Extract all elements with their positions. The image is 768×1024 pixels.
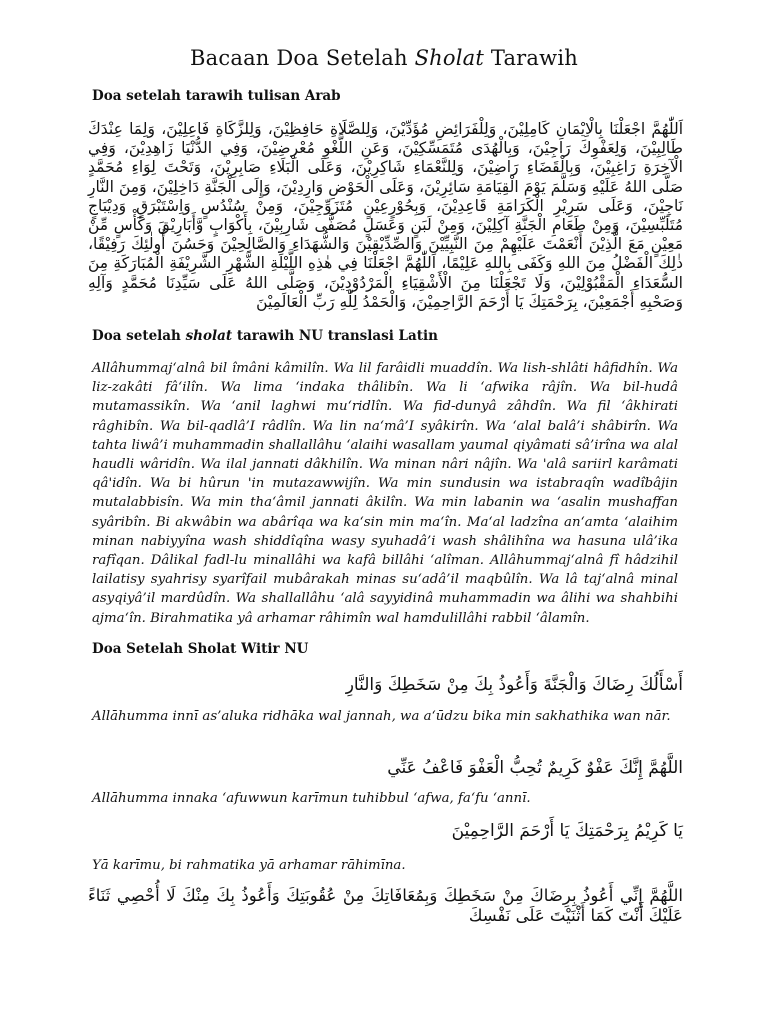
heading-latin-italic: sholat bbox=[185, 328, 233, 344]
heading-witir: Doa Setelah Sholat Witir NU bbox=[92, 641, 309, 657]
heading-latin-transliteration bbox=[92, 328, 438, 344]
page-title bbox=[0, 46, 768, 70]
witir-latin-2: Allāhumma innaka ‘afuwwun karīmun tuhibbul ‘afwa, fa‘fu ‘annī. bbox=[92, 791, 531, 806]
witir-arabic-4: اللَّهُمَّ إِنِّي أَعُوذُ بِرِضَاكَ مِنْ سَخَطِكَ وَبِمُعَافَاتِكَ مِنْ عُقُوبَتِكَ وَأَعُوذُ بِكَ مِنْكَ لَا أُحْصِي ثَنَاءً عَلَيْكَ أَنْتَ كَمَا أَثْنَيْتَ عَلَى نَفْسِكَ bbox=[88, 886, 683, 925]
title-suffix: Tarawih bbox=[484, 46, 578, 70]
heading-latin-suffix: tarawih NU translasi Latin bbox=[232, 328, 438, 344]
witir-arabic-1: أَسْأَلُكَ رِضَاكَ وَالْجَنَّةَ وَأَعُوذُ بِكَ مِنْ سَخَطِكَ وَالنَّارِ bbox=[345, 675, 683, 695]
heading-latin-prefix: Doa setelah bbox=[92, 328, 186, 344]
heading-arabic-text: Doa setelah tarawih tulisan Arab bbox=[92, 88, 341, 104]
latin-transliteration-paragraph: Allâhummaj‘alnâ bil îmâni kâmilîn. Wa lil farâidli muaddîn. Wa lish-shlâti hâfidhîn. Wa liz-zakâti fâ‘ilîn. Wa lima ‘indaka thâlibîn. Wa li ‘afwika râjîn. Wa bil-hudâ mutamassikîn. Wa ‘anil laghwi mu‘ridlîn. Wa fid-dunyâ zâhdîn. Wa fil ‘âkhirati râghibîn. Wa bil-qadlâ’I râdlîn. Wa lin na‘mâ’I syâkirîn. Wa ‘alal balâ’i shâbirîn. Wa tahta liwâ’i muhammadin shallallâhu ‘alaihi wasallam yaumal qiyâmati sâ’irîna wa alal haudli wâridîn. Wa ilal jannati dâkhilîn. Wa minan nâri nâjîn. Wa 'alâ sariirl karâmati qâ'idîn. Wa bi hûrun 'in mutazawwijîn. Wa min sundusin wa istabraqîn wadîbâjin mutalabbisîn. Wa min tha‘âmil jannati âkilîn. Wa min labanin wa ‘asalin mushaffan syâribîn. Bi akwâbin wa abârîqa wa ka‘sin min ma‘în. Ma‘al ladzîna an‘amta ‘alaihim minan nabiyyîna wash shiddîqîna wasy syuhadâ’i wash shâlihîna wa hasuna ulâ’ika rafîqan. Dâlikal fadl-lu minallâhi wa kafâ billâhi ‘alîman. Allâhummaj‘alnâ fî hâdzihil lailatisy syahrisy syarîfail mubârakah minas su‘adâ’il maqbûlîn. Wa lâ taj‘alnâ minal asyqiyâ’il mardûdîn. Wa shallallâhu ‘alâ sayyidinâ muhammadin wa âlihi wa shahbihi ajma‘în. Birahmatika yâ arhamar râhimîn wal hamdulillâhi rabbil ‘âlamîn. bbox=[92, 361, 678, 626]
witir-arabic-3: يَا كَرِيْمُ بِرَحْمَتِكَ يَا أَرْحَمَ الرَّاحِمِيْنَ bbox=[451, 821, 683, 841]
witir-latin-1: Allāhumma innī as’aluka ridhāka wal jannah, wa a‘ūdzu bika min sakhathika wan nār. bbox=[92, 709, 671, 724]
witir-latin-3: Yā karīmu, bi rahmatika yā arhamar rāhimīna. bbox=[92, 858, 406, 873]
title-prefix: Bacaan Doa Setelah bbox=[190, 46, 415, 70]
arabic-prayer-paragraph: اَللّٰهُمَّ اجْعَلْنَا بِالْاِيْمَانِ كَامِلِيْنَ، وَلِلْفَرَائِضِ مُؤَدِّيْنَ، وَلِلصَّلَاةِ حَافِظِيْنَ، وَلِلزَّكَاةِ فَاعِلِيْنَ، وَلِمَا عِنْدَكَ طَالِبِيْنَ، وَلِعَفْوِكَ رَاجِيْنَ، وَبِالْهُدَى مُتَمَسِّكِيْنَ، وَعَنِ اللَّغْوِ مُعْرِضِيْنَ، وَفِي الدُّنْيَا زَاهِدِيْنَ، وَفِي الْآخِرَةِ رَاغِبِيْنَ، وَبِالْقَضَاءِ رَاضِيْنَ، وَلِلنَّعْمَاءِ شَاكِرِيْنَ، وَعَلَى الْبَلَاءِ صَابِرِيْنَ، وَتَحْتَ لِوَاءِ مُحَمَّدٍ صَلَّى اللهُ عَلَيْهِ وَسَلَّمَ يَوْمَ الْقِيَامَةِ سَائِرِيْنَ، وَعَلَى الْحَوْضِ وَارِدِيْنَ، وَإِلَى الْجَنَّةِ دَاخِلِيْنَ، وَمِنَ النَّارِ نَاجِيْنَ، وَعَلَى سَرِيْرِ الْكَرَامَةِ قَاعِدِيْنَ، وَبِحُوْرٍعِيْنٍ مُتَزَوِّجِيْنَ، وَمِنْ سُنْدُسٍ وَاِسْتَبْرَقٍ وَدِيْبَاجٍ مُتَلَبِّسِيْنَ، وَمِنْ طَعَامِ الْجَنَّةِ آكِلِيْنَ، وَمِنْ لَبَنٍ وَعَسَلٍ مُصَفًّى شَارِبِيْنَ، بِأَكْوَابٍ وَّأَبَارِيْقَ وَكَأْسٍ مِّنْ مَعِيْنٍ مَعَ الَّذِيْنَ أَنْعَمْتَ عَلَيْهِمْ مِنَ النَّبِيِّيْنَ وَالصِّدِّيْقِيْنَ وَالشُّهَدَاءِ وَالصَّالِحِيْنَ وَحَسُنَ أُولٰئِكَ رَفِيْقًا، ذٰلِكَ الْفَضْلُ مِنَ اللهِ وَكَفَى بِاللهِ عَلِيْمًا، اَللّٰهُمَّ اجْعَلْنَا فِي هٰذِهِ اللَّيْلَةِ الشَّهْرِ الشَّرِيْفَةِ الْمُبَارَكَةِ مِنَ السُّعَدَاءِ الْمَقْبُوْلِيْنَ، وَلَا تَجْعَلْنَا مِنَ الْأَشْقِيَاءِ الْمَرْدُوْدِيْنَ، وَصَلَّى اللهُ عَلَى سَيِّدِنَا مُحَمَّدٍ وَآلِهِ وَصَحْبِهِ أَجْمَعِيْنَ، بِرَحْمَتِكَ يَا أَرْحَمَ الرَّاحِمِيْنَ، وَالْحَمْدُ لِلّٰهِ رَبِّ الْعَالَمِيْنَ bbox=[88, 120, 683, 311]
witir-arabic-2: اللَّهُمَّ إِنَّكَ عَفْوٌ كَرِيمٌ تُحِبُّ الْعَفْوَ فَاعْفُ عَنِّي bbox=[387, 758, 683, 778]
title-italic: Sholat bbox=[414, 46, 485, 70]
